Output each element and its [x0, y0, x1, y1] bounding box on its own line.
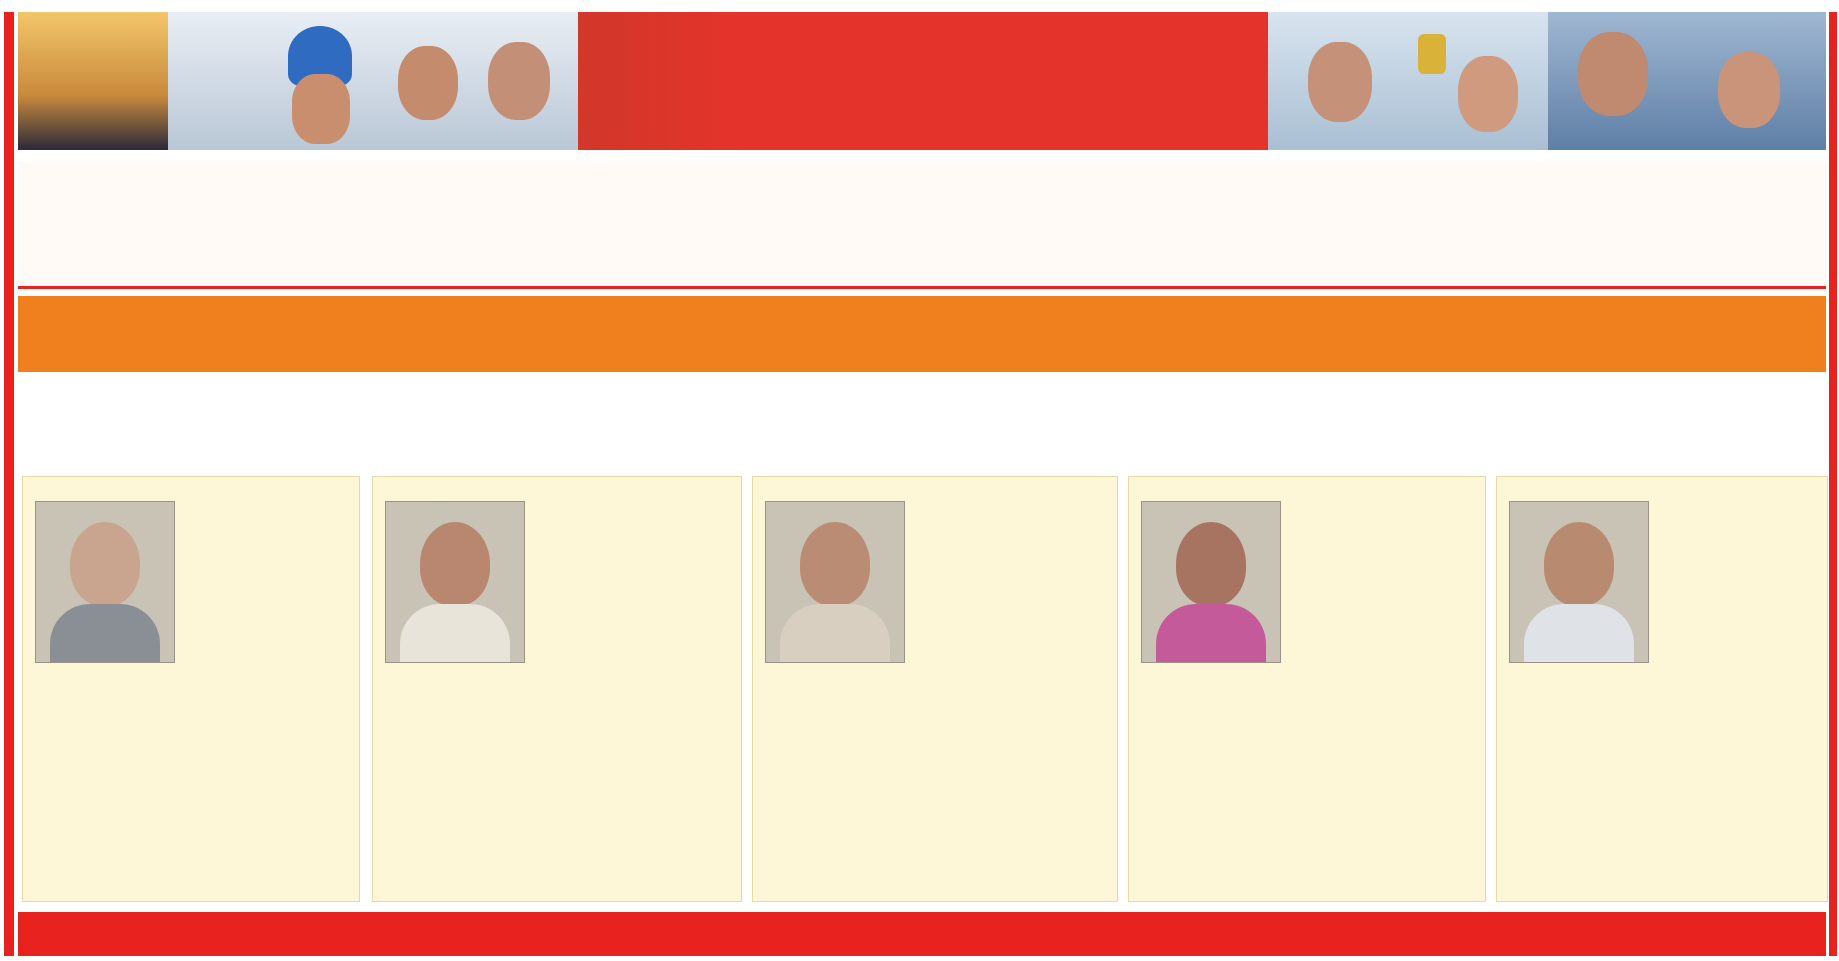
intro-column-3 — [1232, 378, 1822, 464]
banner-photo-silhouette — [18, 12, 168, 150]
story-4-photo — [1141, 501, 1281, 663]
intro-column-1 — [30, 378, 620, 464]
story-4 — [1128, 476, 1486, 902]
story-5-photo — [1509, 501, 1649, 663]
banner — [18, 12, 1826, 150]
headline-box — [18, 162, 1826, 289]
story-4-title — [1129, 477, 1485, 495]
story-1-photo-face — [70, 522, 140, 606]
story-4-photo-torso — [1156, 604, 1266, 662]
story-5-photo-torso — [1524, 604, 1634, 662]
story-2-title — [373, 477, 741, 495]
story-3-photo-face — [800, 522, 870, 606]
story-3 — [752, 476, 1118, 902]
page-frame-left — [4, 12, 14, 956]
story-1-body — [23, 495, 359, 499]
story-2-photo-torso — [400, 604, 510, 662]
story-1 — [22, 476, 360, 902]
story-1-photo-torso — [50, 604, 160, 662]
story-2-body — [373, 495, 741, 499]
story-3-body — [753, 495, 1117, 499]
story-5 — [1496, 476, 1828, 902]
story-5-title — [1497, 477, 1827, 495]
story-4-photo-face — [1176, 522, 1246, 606]
headline — [38, 182, 1806, 266]
story-1-title — [23, 477, 359, 495]
banner-photo-family — [168, 12, 578, 150]
story-2-photo-face — [420, 522, 490, 606]
story-5-photo-face — [1544, 522, 1614, 606]
subheadline-box — [18, 296, 1826, 372]
footer — [18, 912, 1826, 956]
story-1-photo — [35, 501, 175, 663]
story-2 — [372, 476, 742, 902]
story-2-photo — [385, 501, 525, 663]
banner-photo-trophy — [1268, 12, 1548, 150]
story-3-title — [753, 477, 1117, 495]
intro-column-2 — [630, 378, 1220, 464]
story-3-photo-torso — [780, 604, 890, 662]
story-4-body — [1129, 495, 1485, 499]
banner-photo-father-son — [1548, 12, 1826, 150]
story-5-body — [1497, 495, 1827, 499]
page-frame-right — [1829, 12, 1837, 956]
story-3-photo — [765, 501, 905, 663]
